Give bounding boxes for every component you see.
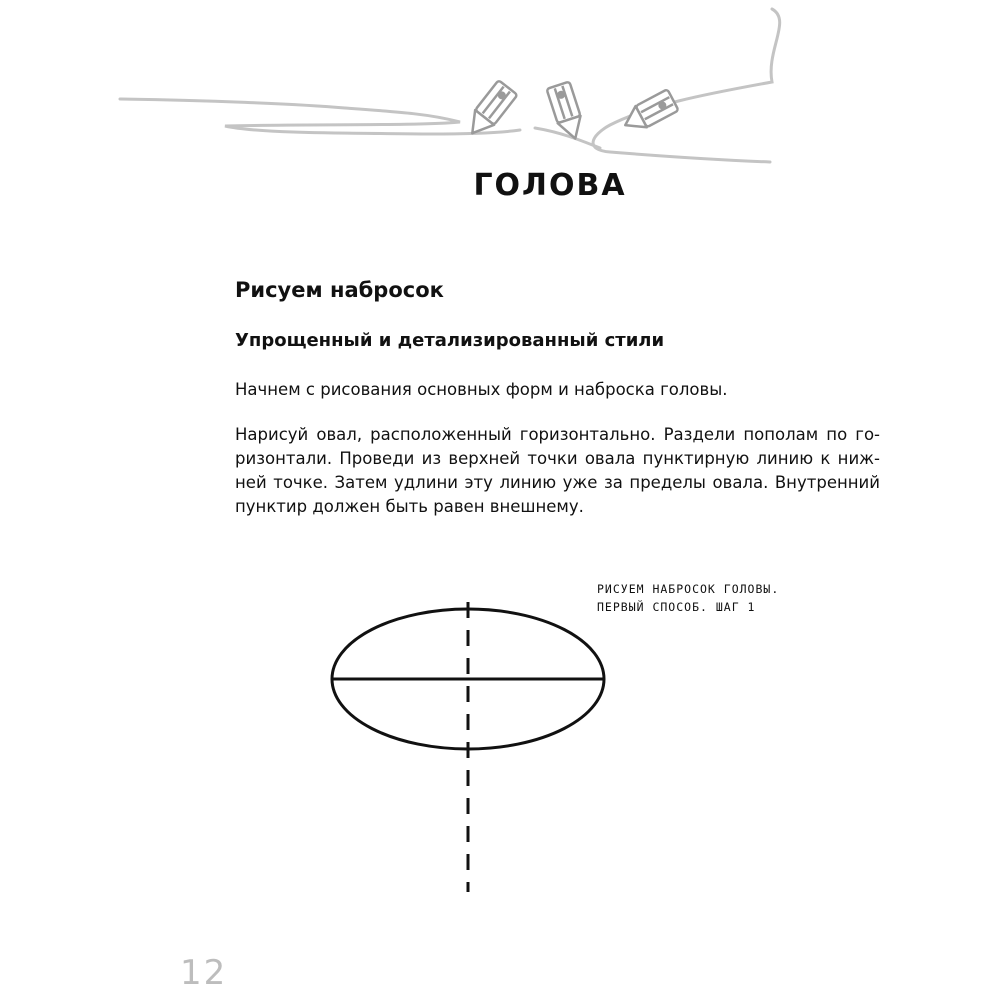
subsection-title: Упрощенный и детализированный стили [235, 330, 665, 351]
section-title: Рисуем набросок [235, 278, 444, 302]
caption-line: ПЕРВЫЙ СПОСОБ. ШАГ 1 [597, 600, 756, 614]
paragraph-line: Нарисуй овал, расположенный горизонтально. Раздели пополам по го- [235, 425, 880, 444]
page-number: 12 [180, 953, 228, 993]
paragraph-line: ризонтали. Проведи из верхней точки овала пунктирную линию к ниж- [235, 449, 880, 468]
paragraph-line: ней точке. Затем удлини эту линию уже за пределы овала. Внутренний [235, 473, 880, 492]
paragraph-line: пунктир должен быть равен внешнему. [235, 497, 584, 516]
intro-paragraph: Начнем с рисования основных форм и наброска головы. [235, 380, 728, 399]
chapter-title: ГОЛОВА [473, 168, 627, 203]
caption-line: РИСУЕМ НАБРОСОК ГОЛОВЫ. [597, 582, 780, 596]
